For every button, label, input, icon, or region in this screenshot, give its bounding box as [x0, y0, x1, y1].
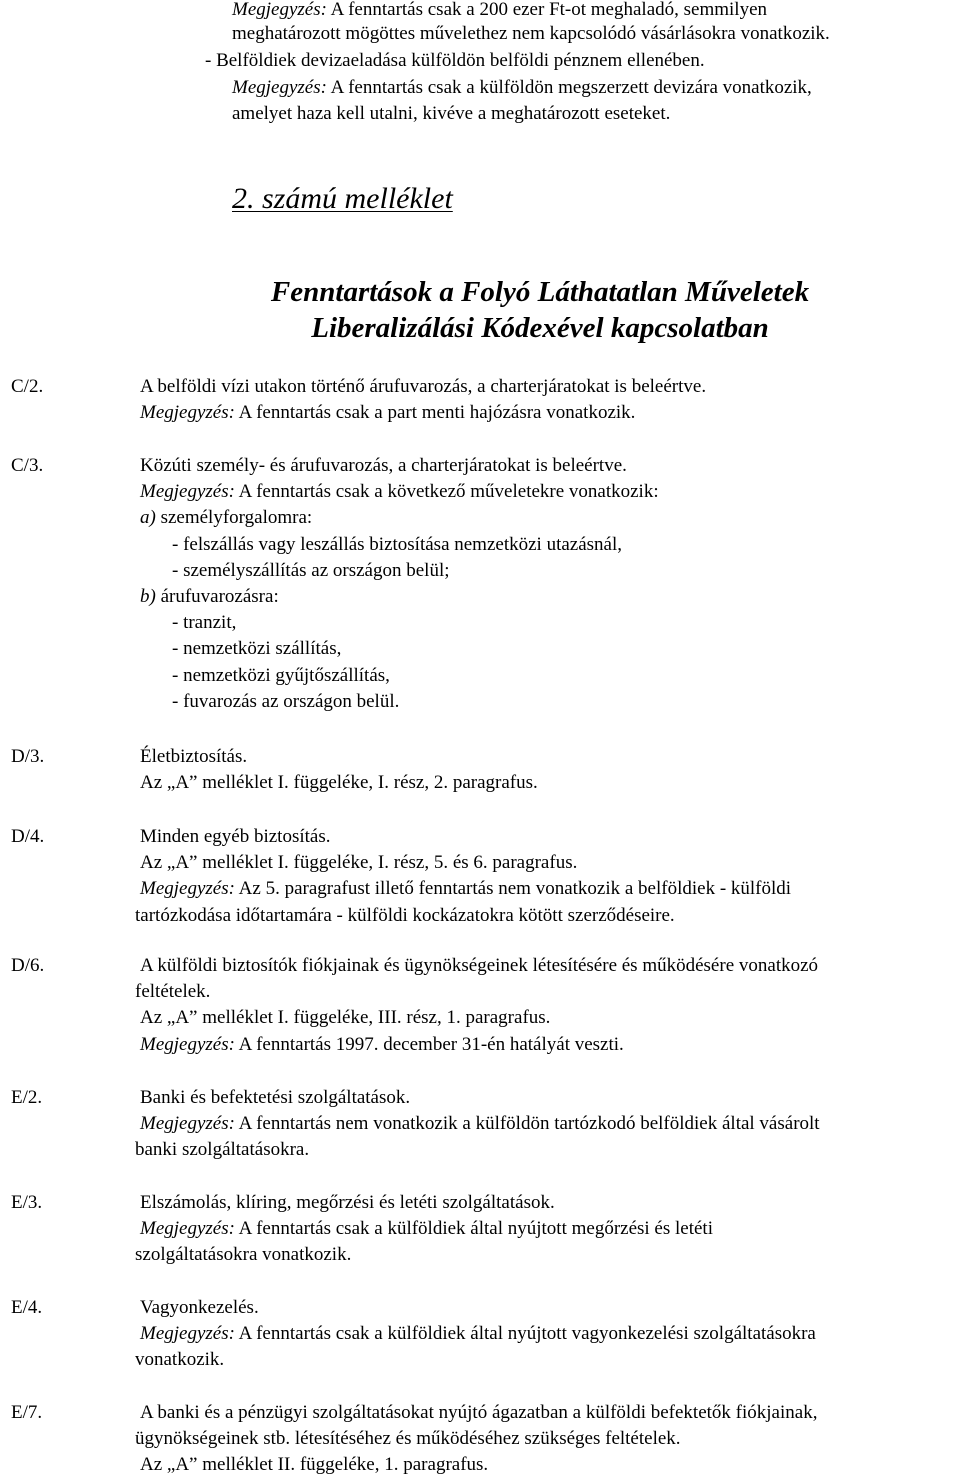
section-code: E/7. — [11, 1402, 43, 1423]
text-line — [172, 558, 450, 584]
text-line — [172, 689, 399, 715]
section-code: E/4. — [11, 1297, 43, 1318]
line-text: Az „A” melléklet I. függeléke, I. rész, 5. és 6. paragrafus. — [140, 852, 578, 873]
text-line — [140, 453, 627, 479]
text-line — [135, 1347, 224, 1373]
text-line — [140, 770, 538, 796]
line-text: A banki és a pénzügyi szolgáltatásokat nyújtó ágazatban a külföldi befektetők fiókjainak, — [140, 1402, 818, 1423]
note-label: Megjegyzés: — [140, 1218, 235, 1239]
line-text: - nemzetközi gyűjtőszállítás, — [172, 665, 390, 686]
line-text: Közúti személy- és árufuvarozás, a charterjáratokat is beleértve. — [140, 455, 627, 476]
note-label: Megjegyzés: — [140, 1113, 235, 1134]
text-line — [140, 1190, 555, 1216]
text-line — [140, 824, 331, 850]
section-code: D/3. — [11, 746, 45, 767]
text-line — [140, 1111, 820, 1137]
text-line — [140, 1005, 550, 1031]
line-text: A fenntartás csak a következő műveletekre vonatkozik: — [234, 481, 659, 502]
section-code: C/3. — [11, 455, 44, 476]
line-text: ügynökségeinek stb. létesítéséhez és működéséhez szükséges feltételek. — [135, 1428, 681, 1449]
line-text: tartózkodása időtartamára - külföldi kockázatokra kötött szerződéseire. — [135, 905, 675, 926]
line-text: A fenntartás nem vonatkozik a külföldön tartózkodó belföldiek által vásárolt — [234, 1113, 820, 1134]
line-text: A fenntartás csak a külföldön megszerzett devizára vonatkozik, — [326, 77, 812, 98]
text-line — [140, 505, 312, 531]
line-text: A külföldi biztosítók fiókjainak és ügynökségeinek létesítésére és működésére vonatkozó — [140, 955, 819, 976]
text-line — [172, 663, 390, 689]
line-text: - személyszállítás az országon belül; — [172, 560, 450, 581]
line-text: Vagyonkezelés. — [140, 1297, 259, 1318]
line-text: árufuvarozásra: — [155, 586, 279, 607]
line-text: A fenntartás csak a part menti hajózásra vonatkozik. — [234, 402, 636, 423]
list-marker: a) — [140, 507, 156, 528]
text-line — [232, 101, 670, 127]
text-line — [135, 903, 675, 929]
note-label: Megjegyzés: — [140, 402, 235, 423]
title-line-1: Fenntartások a Folyó Láthatatlan Műveletek — [270, 276, 810, 308]
annex-heading: 2. számú melléklet — [232, 182, 453, 215]
note-label: Megjegyzés: — [140, 1323, 235, 1344]
text-line — [140, 850, 577, 876]
text-line — [140, 1321, 816, 1347]
section-code: E/3. — [11, 1192, 43, 1213]
text-line — [140, 876, 791, 902]
line-text: Az „A” melléklet I. függeléke, III. rész, 1. paragrafus. — [140, 1007, 551, 1028]
note-label: Megjegyzés: — [140, 1034, 235, 1055]
text-line — [140, 1032, 624, 1058]
text-line — [232, 75, 812, 101]
line-text: A fenntartás csak a külföldiek által nyújtott vagyonkezelési szolgáltatásokra — [234, 1323, 816, 1344]
line-text: Az 5. paragrafust illető fenntartás nem vonatkozik a belföldiek - külföldi — [234, 878, 792, 899]
text-line — [232, 21, 830, 47]
line-text: - fuvarozás az országon belül. — [172, 691, 400, 712]
line-text: vonatkozik. — [135, 1349, 225, 1370]
line-text: feltételek. — [135, 981, 211, 1002]
line-text: - Belföldiek devizaeladása külföldön belföldi pénznem ellenében. — [205, 50, 705, 71]
line-text: A belföldi vízi utakon történő árufuvarozás, a charterjáratokat is beleértve. — [140, 376, 707, 397]
line-text: Elszámolás, klíring, megőrzési és letéti szolgáltatások. — [140, 1192, 555, 1213]
line-text: Az „A” melléklet II. függeléke, 1. paragrafus. — [140, 1454, 489, 1475]
note-label: Megjegyzés: — [140, 878, 235, 899]
text-line — [140, 953, 818, 979]
line-text: Minden egyéb biztosítás. — [140, 826, 331, 847]
text-line — [172, 636, 341, 662]
text-line — [140, 1216, 713, 1242]
title-line-2: Liberalizálási Kódexével kapcsolatban — [311, 312, 769, 344]
line-text: banki szolgáltatásokra. — [135, 1139, 310, 1160]
text-line — [172, 610, 236, 636]
list-marker: b) — [140, 586, 156, 607]
text-line — [140, 1400, 817, 1426]
text-line — [140, 1085, 410, 1111]
section-code: D/6. — [11, 955, 45, 976]
line-text: - felszállás vagy leszállás biztosítása nemzetközi utazásnál, — [172, 534, 623, 555]
note-label: Megjegyzés: — [232, 0, 327, 20]
note-label: Megjegyzés: — [140, 481, 235, 502]
text-line — [140, 744, 247, 770]
text-line — [135, 1137, 309, 1163]
line-text: A fenntartás 1997. december 31-én hatályát veszti. — [234, 1034, 624, 1055]
text-line — [135, 979, 210, 1005]
line-text: Az „A” melléklet I. függeléke, I. rész, 2. paragrafus. — [140, 772, 538, 793]
text-line — [140, 479, 659, 505]
text-line — [135, 1426, 681, 1452]
section-code: C/2. — [11, 376, 44, 397]
section-code: D/4. — [11, 826, 45, 847]
section-code: E/2. — [11, 1087, 43, 1108]
line-text: A fenntartás csak a külföldiek által nyújtott megőrzési és letéti — [234, 1218, 713, 1239]
text-line — [205, 48, 705, 74]
line-text: - nemzetközi szállítás, — [172, 638, 342, 659]
text-line — [140, 1452, 488, 1478]
text-line — [232, 0, 767, 23]
text-line — [172, 532, 622, 558]
line-text: személyforgalomra: — [155, 507, 313, 528]
line-text: meghatározott mögöttes művelethez nem kapcsolódó vásárlásokra vonatkozik. — [232, 23, 830, 44]
text-line — [140, 374, 706, 400]
text-line — [135, 1242, 351, 1268]
line-text: Életbiztosítás. — [140, 746, 248, 767]
line-text: Banki és befektetési szolgáltatások. — [140, 1087, 411, 1108]
line-text: A fenntartás csak a 200 ezer Ft-ot meghaladó, semmilyen — [326, 0, 768, 20]
text-line — [140, 1295, 259, 1321]
line-text: szolgáltatásokra vonatkozik. — [135, 1244, 352, 1265]
note-label: Megjegyzés: — [232, 77, 327, 98]
line-text: amelyet haza kell utalni, kivéve a meghatározott eseteket. — [232, 103, 671, 124]
line-text: - tranzit, — [172, 612, 237, 633]
text-line — [140, 400, 635, 426]
text-line — [140, 584, 279, 610]
